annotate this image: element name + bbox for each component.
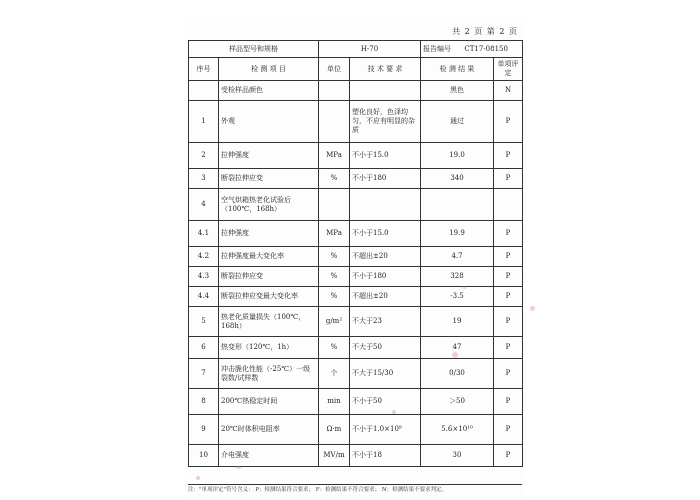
- row-number: 4: [189, 189, 219, 221]
- row-evaluation: P: [494, 415, 523, 445]
- header-row: [189, 58, 523, 81]
- table-row: [189, 247, 523, 267]
- row-requirement: 不大于50: [350, 337, 421, 359]
- row-result: 4.7: [421, 247, 494, 267]
- table-row: [189, 337, 523, 359]
- row-unit: MPa: [319, 221, 350, 247]
- stamp-mark: [452, 352, 458, 358]
- row-unit: %: [319, 287, 350, 307]
- row-number: 6: [189, 337, 219, 359]
- footer-rule: [188, 484, 522, 485]
- stamp-mark: [530, 306, 535, 311]
- row-item: 断裂拉伸应变: [219, 267, 319, 287]
- table-row: [189, 143, 523, 169]
- header-requirement: 技 术 要 求: [350, 58, 421, 81]
- row-item: 拉伸强度: [219, 143, 319, 169]
- row-unit: min: [319, 389, 350, 415]
- row-evaluation: P: [494, 221, 523, 247]
- row-requirement: 不小于15.0: [350, 221, 421, 247]
- row-unit: [319, 101, 350, 143]
- row-unit: %: [319, 247, 350, 267]
- header-evaluation: 单项评定: [494, 58, 523, 81]
- table-row: [189, 287, 523, 307]
- row-requirement: 不超出±20: [350, 287, 421, 307]
- table-row: [189, 221, 523, 247]
- report-value: CT17-08150: [464, 44, 508, 53]
- header-item: 检 测 项 目: [219, 58, 319, 81]
- row-evaluation: P: [494, 169, 523, 189]
- row-requirement: 不小于180: [350, 169, 421, 189]
- row-unit: Ω·m: [319, 415, 350, 445]
- row-result: 30: [421, 445, 494, 467]
- table-row: [189, 359, 523, 389]
- row-result: 黑色: [421, 81, 494, 101]
- table-row: [189, 101, 523, 143]
- row-item: 冲击脆化性能（-25℃）一级裂数/试样数: [219, 359, 319, 389]
- row-number: 10: [189, 445, 219, 467]
- report-number-cell: [421, 41, 523, 58]
- row-evaluation: P: [494, 287, 523, 307]
- row-result: [421, 189, 494, 221]
- row-evaluation: P: [494, 143, 523, 169]
- row-result: 通过: [421, 101, 494, 143]
- table-row: [189, 389, 523, 415]
- row-evaluation: P: [494, 267, 523, 287]
- row-requirement: [350, 81, 421, 101]
- row-result: 328: [421, 267, 494, 287]
- table-row: [189, 81, 523, 101]
- table-row: [189, 189, 523, 221]
- row-number: 5: [189, 307, 219, 337]
- row-evaluation: P: [494, 247, 523, 267]
- row-number: 4.4: [189, 287, 219, 307]
- test-results-table: [188, 40, 523, 467]
- table-row: [189, 415, 523, 445]
- row-number: 4.3: [189, 267, 219, 287]
- row-number: 4.2: [189, 247, 219, 267]
- row-evaluation: P: [494, 101, 523, 143]
- row-result: 340: [421, 169, 494, 189]
- row-result: 47: [421, 337, 494, 359]
- row-unit: %: [319, 169, 350, 189]
- row-number: 3: [189, 169, 219, 189]
- row-evaluation: P: [494, 307, 523, 337]
- row-unit: g/m²: [319, 307, 350, 337]
- row-unit: MPa: [319, 143, 350, 169]
- row-number: 1: [189, 101, 219, 143]
- row-item: 断裂拉伸应变: [219, 169, 319, 189]
- report-label: 报告编号: [423, 44, 452, 53]
- table-row: [189, 307, 523, 337]
- row-unit: [319, 81, 350, 101]
- row-unit: [319, 189, 350, 221]
- row-evaluation: [494, 189, 523, 221]
- row-evaluation: P: [494, 359, 523, 389]
- row-item: 热老化质量损失（100℃，168h）: [219, 307, 319, 337]
- row-number: 9: [189, 415, 219, 445]
- row-unit: 个: [319, 359, 350, 389]
- row-item: 受检样品颜色: [219, 81, 319, 101]
- meta-row: [189, 41, 523, 58]
- row-result: 19: [421, 307, 494, 337]
- row-requirement: 不小于15.0: [350, 143, 421, 169]
- row-result: 19.9: [421, 221, 494, 247]
- row-number: 8: [189, 389, 219, 415]
- row-result: 5.6×10¹⁰: [421, 415, 494, 445]
- table-row: [189, 169, 523, 189]
- row-item: 介电强度: [219, 445, 319, 467]
- table-row: [189, 445, 523, 467]
- row-unit: MV/m: [319, 445, 350, 467]
- footnote: 注："单项评定"符号含义： P：检测结果符合要求； F：检测结果不符合要求； N：检测结果不要求判定。: [188, 487, 448, 493]
- row-item: 断裂拉伸应变最大变化率: [219, 287, 319, 307]
- row-item: 空气烘箱热老化试验后（100℃，168h）: [219, 189, 319, 221]
- header-result: 检 测 结 果: [421, 58, 494, 81]
- row-number: 7: [189, 359, 219, 389]
- row-requirement: 不小于50: [350, 389, 421, 415]
- row-requirement: [350, 189, 421, 221]
- model-label: 样品型号和规格: [189, 41, 319, 58]
- stamp-mark: [463, 286, 466, 289]
- row-item: 外观: [219, 101, 319, 143]
- row-requirement: 不小于18: [350, 445, 421, 467]
- row-requirement: 不大于15/30: [350, 359, 421, 389]
- row-unit: %: [319, 337, 350, 359]
- row-item: 拉伸强度最大变化率: [219, 247, 319, 267]
- row-requirement: 不小于180: [350, 267, 421, 287]
- row-requirement: 不超出±20: [350, 247, 421, 267]
- row-item: 拉伸强度: [219, 221, 319, 247]
- row-result: -3.5: [421, 287, 494, 307]
- row-requirement: 不小于1.0×10⁹: [350, 415, 421, 445]
- row-evaluation: P: [494, 445, 523, 467]
- report-page: [184, 18, 526, 500]
- row-evaluation: P: [494, 337, 523, 359]
- table-row: [189, 267, 523, 287]
- header-unit: 单位: [319, 58, 350, 81]
- row-result: 19.0: [421, 143, 494, 169]
- row-result: 0/30: [421, 359, 494, 389]
- row-item: 200℃热稳定时间: [219, 389, 319, 415]
- header-no: 序号: [189, 58, 219, 81]
- stamp-mark: [392, 410, 396, 414]
- row-number: 2: [189, 143, 219, 169]
- row-requirement: 不大于23: [350, 307, 421, 337]
- row-result: ＞50: [421, 389, 494, 415]
- model-value: H-70: [319, 41, 421, 58]
- stamp-mark: [196, 476, 200, 480]
- row-item: 20℃时体积电阻率: [219, 415, 319, 445]
- row-unit: %: [319, 267, 350, 287]
- row-evaluation: N: [494, 81, 523, 101]
- row-evaluation: P: [494, 389, 523, 415]
- page-number: 共 2 页 第 2 页: [452, 27, 518, 36]
- row-item: 热变形（120℃，1h）: [219, 337, 319, 359]
- stamp-mark: [236, 466, 241, 469]
- row-number: 4.1: [189, 221, 219, 247]
- row-requirement: 塑化良好，色泽均匀，不应有明显的杂质: [350, 101, 421, 143]
- row-number: [189, 81, 219, 101]
